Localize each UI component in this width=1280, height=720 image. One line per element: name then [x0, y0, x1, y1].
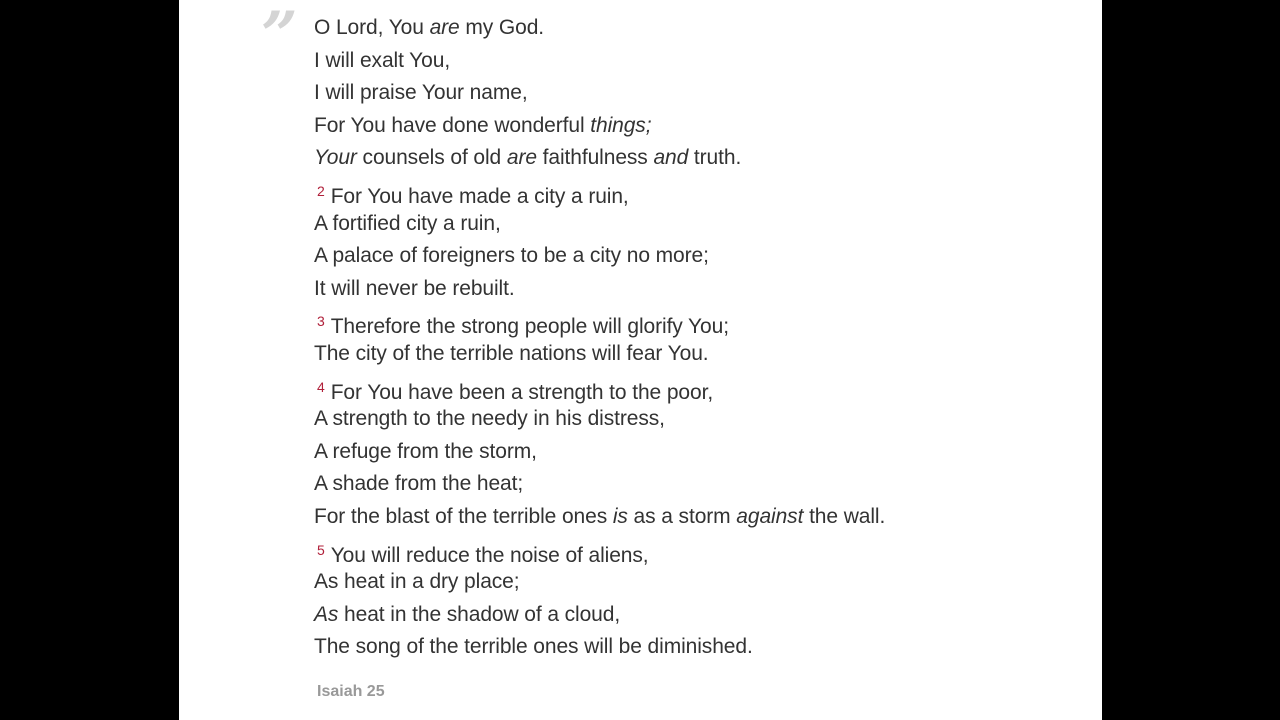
line-text: the wall.	[803, 504, 886, 528]
passage-line	[314, 566, 885, 599]
passage-line	[314, 240, 885, 273]
passage-line	[314, 436, 885, 469]
passage-line	[314, 305, 885, 338]
line-text: truth.	[688, 146, 742, 170]
quote-mark-icon: ”	[261, 0, 298, 73]
line-text: A palace of foreigners to be a city no more;	[314, 244, 709, 268]
passage-line	[314, 631, 885, 664]
line-text: counsels of old	[356, 146, 507, 170]
line-text: For the blast of the terrible ones	[314, 504, 613, 528]
line-text: heat in the shadow of a cloud,	[338, 602, 621, 626]
line-text: For You have been a strength to the poor,	[330, 380, 714, 404]
verse-number: 3	[317, 313, 325, 330]
passage-line	[314, 273, 885, 306]
passage-line	[314, 175, 885, 208]
line-text: as a storm	[627, 504, 737, 528]
scripture-reference: Isaiah 25	[317, 683, 385, 700]
passage-line	[314, 142, 885, 175]
scripture-passage	[314, 12, 885, 664]
italic-text: Your	[314, 146, 357, 170]
line-text: A strength to the needy in his distress,	[314, 407, 665, 431]
line-text: O Lord, You	[314, 16, 430, 39]
verse-number: 5	[317, 541, 325, 558]
italic-text: is	[612, 504, 628, 528]
verse-number: 4	[317, 378, 325, 395]
passage-line	[314, 12, 885, 45]
line-text: You will reduce the noise of aliens,	[330, 543, 649, 567]
line-text: faithfulness	[536, 146, 654, 170]
line-text: For You have made a city a ruin,	[330, 184, 629, 208]
line-text: As heat in a dry place;	[314, 570, 520, 594]
passage-line	[314, 77, 885, 110]
page	[179, 0, 1102, 720]
line-text: For You have done wonderful	[314, 113, 591, 137]
line-text: my God.	[459, 16, 545, 39]
line-text: A refuge from the storm,	[314, 439, 537, 463]
line-text: I will exalt You,	[314, 48, 451, 72]
passage-line	[314, 534, 885, 567]
line-text: The city of the terrible nations will fear You.	[314, 341, 709, 365]
passage-line	[314, 468, 885, 501]
line-text: The song of the terrible ones will be diminished.	[314, 635, 753, 659]
passage-line	[314, 403, 885, 436]
passage-line	[314, 599, 885, 632]
verse-number: 2	[317, 182, 325, 199]
passage-line	[314, 501, 885, 534]
passage-line	[314, 110, 885, 143]
line-text: A fortified city a ruin,	[314, 211, 501, 235]
passage-line	[314, 338, 885, 371]
italic-text: and	[653, 146, 689, 170]
italic-text: As	[314, 602, 339, 626]
passage-line	[314, 208, 885, 241]
passage-line	[314, 371, 885, 404]
italic-text: against	[736, 504, 804, 528]
italic-text: are	[429, 16, 460, 39]
line-text: It will never be rebuilt.	[314, 276, 515, 300]
line-text: I will praise Your name,	[314, 81, 528, 105]
italic-text: are	[506, 146, 537, 170]
line-text: A shade from the heat;	[314, 472, 524, 496]
italic-text: things;	[590, 113, 652, 137]
passage-line	[314, 45, 885, 78]
line-text: Therefore the strong people will glorify You;	[330, 315, 729, 339]
